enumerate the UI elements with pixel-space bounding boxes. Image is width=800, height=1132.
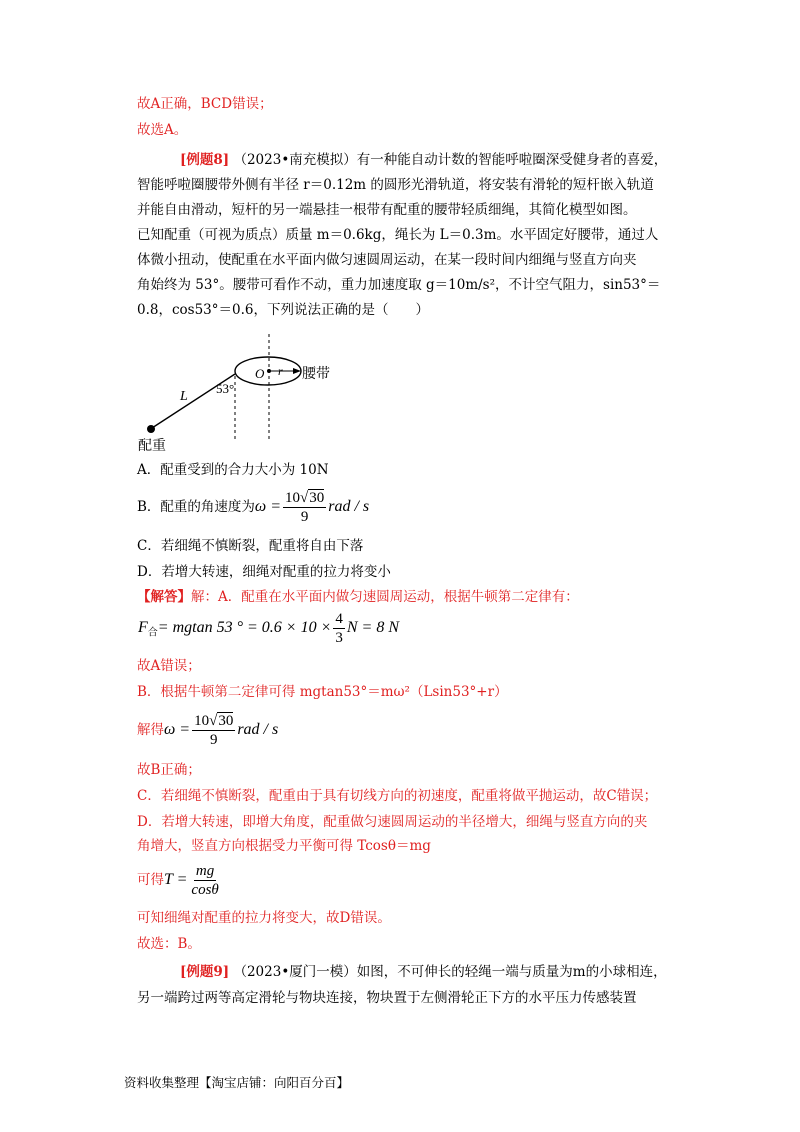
- belt-label: 腰带: [302, 367, 330, 382]
- solution-tension-line: [137, 860, 223, 900]
- force-subscript: 合: [147, 627, 158, 639]
- force-fraction: [333, 610, 345, 647]
- example8-line-7: 0.8，cos53°＝0.6，下列说法正确的是（ ）: [137, 302, 429, 318]
- solution-omega-lhs: ω =: [164, 721, 191, 738]
- force-fraction-den: 3: [335, 630, 343, 646]
- solution-omega-coef: 10: [194, 713, 210, 729]
- option-d: D．若增大转速，细绳对配重的拉力将变小: [137, 564, 391, 580]
- option-b: [137, 489, 369, 526]
- example9-line-1: [180, 962, 667, 982]
- tension-num: mg: [195, 863, 215, 879]
- omega-lhs: ω =: [254, 498, 282, 515]
- solution-omega-den: 9: [209, 732, 218, 748]
- solution-d-line-2: 角增大，竖直方向根据受力平衡可得 Tcosθ＝mg: [137, 838, 431, 854]
- solution-a-wrong: 故A错误；: [137, 658, 201, 674]
- solution-omega-prefix: 解得: [137, 722, 164, 738]
- counterweight-ball: [147, 425, 155, 433]
- option-b-text: B．配重的角速度为: [137, 499, 255, 515]
- tension-den: cosθ: [191, 882, 219, 898]
- solution-text-a: 解：A．配重在水平面内做匀速圆周运动，根据牛顿第二定律有：: [191, 589, 579, 605]
- option-a: A．配重受到的合力大小为 10N: [137, 462, 329, 478]
- omega-denominator: 9: [300, 509, 309, 525]
- solution-final: 故选：B。: [137, 936, 201, 952]
- force-symbol: F: [138, 619, 148, 636]
- answer-line: 故选A。: [137, 122, 188, 138]
- omega-fraction: $\frac{10√30}{9}$: [285, 490, 325, 525]
- solution-omega-radicand: 30: [218, 713, 234, 729]
- example9-tag: [例题9]: [180, 964, 230, 980]
- force-fraction-num: 4: [335, 611, 343, 627]
- solution-intro: [137, 587, 579, 607]
- force-result: N = 8 N: [346, 619, 400, 636]
- solution-c-line: C．若细绳不慎断裂，配重由于具有切线方向的初速度，配重将做平抛运动，故C错误；: [137, 788, 658, 804]
- example8-line-5: 体微小扭动，使配重在水平面内做匀速圆周运动，在某一段时间内细绳与竖直方向夹: [137, 252, 637, 268]
- omega-coef: 10: [285, 490, 301, 506]
- example8-line-4: 已知配重（可视为质点）质量 m＝0.6kg，绳长为 L＝0.3m。水平固定好腰带，通过人: [137, 227, 659, 243]
- solution-tag: 【解答】: [137, 589, 191, 605]
- solution-omega-fraction: $\frac{10√30}{9}$: [194, 713, 234, 748]
- solution-d-conclusion: 可知细绳对配重的拉力将变大，故D错误。: [137, 910, 391, 926]
- tension-prefix: 可得: [137, 872, 164, 888]
- solution-d-line-1: D．若增大转速，即增大角度，配重做匀速圆周运动的半径增大，细绳与竖直方向的夹: [137, 814, 648, 830]
- radius-r-label: r: [278, 364, 283, 378]
- angle-label: 53°: [216, 381, 235, 396]
- omega-unit: rad / s: [328, 498, 370, 515]
- conclusion-line: 故A正确，BCD错误；: [137, 96, 273, 112]
- solution-omega-unit: rad / s: [237, 721, 279, 738]
- center-o-label: O: [255, 366, 265, 381]
- example9-line-2: 另一端跨过两等高定滑轮与物块连接，物块置于左侧滑轮正下方的水平压力传感装置: [137, 990, 637, 1006]
- tension-lhs: T =: [164, 871, 188, 888]
- tension-fraction: [189, 862, 220, 899]
- counterweight-label: 配重: [138, 439, 166, 454]
- hula-hoop-figure: [130, 330, 370, 455]
- example8-tag: [例题8]: [180, 152, 230, 168]
- example8-line-6: 角始终为 53°。腰带可看作不动，重力加速度取 g＝10m/s²，不计空气阻力，sin53°＝: [137, 277, 661, 293]
- example9-text-1: （2023•厦门一模）如图，不可伸长的轻绳一端与质量为m的小球相连，: [233, 964, 667, 980]
- rope-length-label: L: [180, 389, 188, 404]
- example8-line-2: 智能呼啦圈腰带外侧有半径 r＝0.12m 的圆形光滑轨道，将安装有滑轮的短杆嵌入轨道: [137, 177, 654, 193]
- example8-text-1: （2023•南充模拟）有一种能自动计数的智能呼啦圈深受健身者的喜爱，: [233, 152, 668, 168]
- page-footer: 资料收集整理【淘宝店铺：向阳百分百】: [124, 1075, 350, 1090]
- force-expression: = mgtan 53 ° = 0.6 × 10 ×: [157, 619, 332, 636]
- example8-line-1: [180, 150, 667, 170]
- radius-arrowhead: [293, 368, 301, 374]
- omega-radicand: 30: [309, 490, 325, 506]
- solution-omega-line: [137, 710, 278, 750]
- solution-b-line: B．根据牛顿第二定律可得 mgtan53°＝mω²（Lsin53°+r）: [137, 684, 508, 700]
- example8-line-3: 并能自由滑动，短杆的另一端悬挂一根带有配重的腰带轻质细绳，其简化模型如图。: [137, 202, 637, 218]
- solution-b-right: 故B正确；: [137, 762, 201, 778]
- net-force-equation: [138, 608, 399, 654]
- option-c: C．若细绳不慎断裂，配重将自由下落: [137, 538, 364, 554]
